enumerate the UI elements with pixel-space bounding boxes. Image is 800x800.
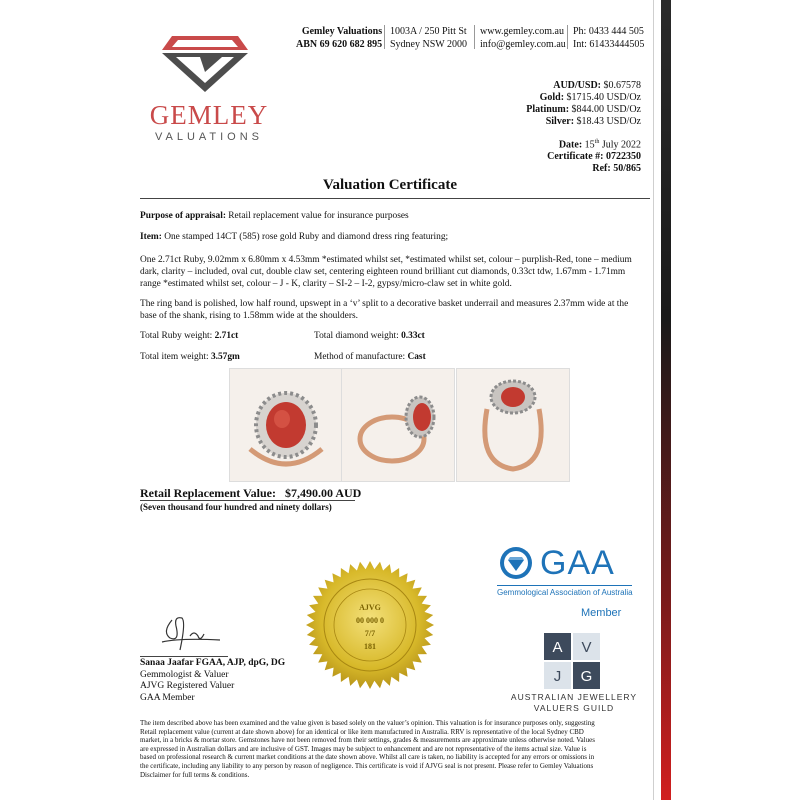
seal-icon [305, 560, 435, 690]
svg-text:G: G [580, 668, 593, 685]
gaa-full-name: Gemmological Association of Australia [497, 588, 633, 597]
address-line-1: 1003A / 250 Pitt St [390, 26, 467, 37]
address-line-2: Sydney NSW 2000 [390, 39, 468, 50]
gaa-emblem-icon [499, 546, 533, 580]
ruby-description: One 2.71ct Ruby, 9.02mm x 6.80mm x 4.53mm *estimated whilst set, *estimated whilst set, colour – purplish-Red, tone – medium dark, clarity – included, oval cut, double claw set, centering eighteen round brilliant cut diamonds, 0.33ct tdw, 1.67mm - 1.71mm range *estimated whilst set, colour – J - K, clarity – SI-2 – I-2, gypsy/micro-claw set in white gold. [140, 255, 632, 289]
title-rule [140, 198, 650, 199]
header-address [390, 25, 467, 51]
ring-photo-back [456, 368, 570, 482]
page-title: Valuation Certificate [322, 177, 457, 193]
website-link[interactable]: www.gemley.com.au [480, 26, 564, 37]
metal-rates: AUD/USD: $0.67578 Gold: $1715.40 USD/Oz Platinum: $844.00 USD/Oz Silver: $18.43 USD/Oz [526, 80, 641, 127]
gem-icon [160, 32, 250, 94]
phone: Ph: 0433 444 505 [573, 26, 644, 37]
svg-text:J: J [553, 668, 562, 685]
header-web [480, 25, 566, 51]
sidebar-divider [653, 0, 654, 800]
header-company [296, 25, 382, 51]
signature-rule [140, 656, 228, 657]
abn: ABN 69 620 682 895 [296, 39, 383, 50]
svg-text:00 000 0: 00 000 0 [356, 616, 384, 625]
certificate-meta: Date: 15th July 2022 Certificate #: 0722350 Ref: 50/865 [547, 139, 641, 175]
logo-sub: VALUATIONS [154, 131, 264, 143]
gemley-logo [160, 32, 250, 94]
retail-value: Retail Replacement Value: $7,490.00 AUD [140, 486, 362, 500]
item-line: Item: One stamped 14CT (585) rose gold Ruby and diamond dress ring featuring; [140, 232, 449, 242]
intl-phone: Int: 61433444505 [573, 39, 645, 50]
company-name: Gemley Valuations [301, 26, 383, 37]
header-separator [567, 25, 568, 49]
disclaimer: The item described above has been examined and the value given is based solely on the valuer’s opinion. This valuation is for insurance purposes only, suggesting Retail replacement value (current at date shown above) for an identical or like item manufactured in Australia. RRV is representative of the local Sydney CBD market, in a bricks & mortar store. Gemstones have not been removed from their settings, grades & measurements are approximate unless otherwise noted. Values are expressed in Australian dollars and are inclusive of GST. Images may be subject to enhancement and are not representative of the items actual size. Value is based on professional research & current market conditions at the date shown above. Whilst all care is taken, no liability is accepted for any errors or omissions in the certificate, including any liability to any person by reason of negligence. This certificate is void if AJVG seal is not present. Please refer to Gemley Valuations Disclaimer for full terms & conditions. [140, 719, 595, 779]
svg-text:AJVG: AJVG [359, 603, 381, 612]
svg-text:7/7: 7/7 [364, 629, 376, 638]
svg-text:181: 181 [364, 642, 376, 651]
gaa-member: Member [581, 607, 622, 619]
ajvg-grid-icon [544, 633, 600, 689]
sidebar-gradient-bar [661, 0, 671, 800]
signature [150, 612, 240, 654]
header-phone [573, 25, 644, 51]
logo-name: GEMLEY [149, 100, 269, 130]
gaa-rule [497, 585, 632, 586]
svg-text:A: A [552, 639, 563, 656]
svg-text:V: V [581, 639, 592, 656]
ajvg-text: AUSTRALIAN JEWELLERY VALUERS GUILD [510, 692, 638, 713]
purpose-line: Purpose of appraisal: Retail replacement value for insurance purposes [140, 211, 409, 221]
item-weight: Total item weight: 3.57gm [140, 352, 240, 362]
gaa-name: GAA [540, 544, 615, 582]
band-description: The ring band is polished, low half round, upswept in a ‘v’ split to a decorative basket underrail and measures 2.37mm wide at the base of the shank, rising to 1.58mm wide at the shoulders. [140, 299, 629, 321]
email-link[interactable]: info@gemley.com.au [480, 39, 566, 50]
value-in-words: (Seven thousand four hundred and ninety dollars) [140, 502, 332, 512]
header-separator [384, 25, 385, 49]
ring-photo-front [229, 368, 343, 482]
ring-photo-side [341, 368, 455, 482]
ajvg-logo [544, 633, 600, 689]
ruby-weight: Total Ruby weight: 2.71ct [140, 331, 239, 341]
ajvg-seal [305, 560, 435, 690]
header-separator [474, 25, 475, 49]
manufacture-method: Method of manufacture: Cast [314, 352, 426, 362]
signatory-block: Sanaa Jaafar FGAA, AJP, dpG, DG Gemmologist & Valuer AJVG Registered Valuer GAA Member [140, 658, 286, 703]
value-rule [140, 500, 355, 501]
diamond-weight: Total diamond weight: 0.33ct [314, 331, 425, 341]
